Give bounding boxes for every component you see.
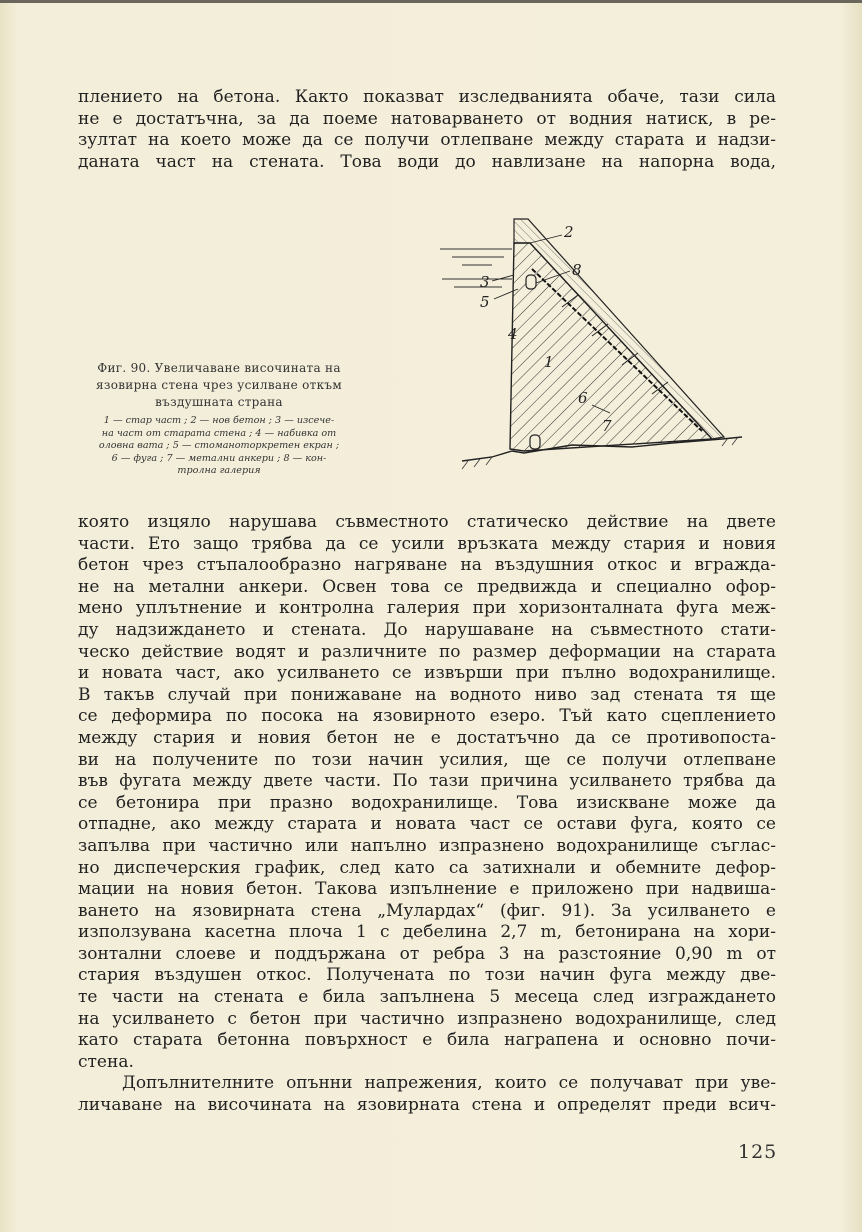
- text-line: ду надзиждането и стената. До нарушаване на съвместното стати-: [78, 619, 776, 640]
- text-line: части. Ето защо трябва да се усили връзката между стария и новия: [78, 533, 776, 554]
- text-line: те части на стената е била запълнена 5 месеца след изграждането: [78, 987, 776, 1008]
- legend-line: на част от старата стена ; 4 — набивка от: [101, 427, 337, 439]
- text-line: но диспечерския график, след като са затихнали и обемните дефор-: [78, 857, 776, 878]
- text-line: В такъв случай при понижаване на водното ниво зад стената тя ще: [78, 684, 776, 705]
- text-line: запълва при частично или напълно изпразнено водохранилище съглас-: [78, 835, 776, 856]
- figure-legend: [44, 415, 394, 478]
- text-line: се деформира по посока на язовирното езеро. Тъй като сцеплението: [78, 706, 776, 727]
- text-line: зонтални слоеве и поддържана от ребра 3 на разстояние 0,90 m от: [78, 943, 776, 964]
- legend-line: 6 — фуга ; 7 — метални анкери ; 8 — кон-: [111, 452, 327, 464]
- text-line: стария въздушен откос. Получената по този начин фуга между две-: [78, 965, 776, 986]
- drain-gallery: [530, 435, 540, 449]
- figure-label: 7: [602, 417, 612, 435]
- text-line: се бетонира при празно водохранилище. Това изискване може да: [78, 792, 776, 813]
- text-line: и новата част, ако усилването се извърши при пълно водохранилище.: [78, 663, 776, 684]
- figure-label: 6: [578, 389, 588, 407]
- figure-label: 5: [480, 293, 490, 311]
- control-gallery: [526, 275, 536, 289]
- caption-title-line: язовирна стена чрез усилване откъм: [95, 378, 342, 392]
- figure-label: 2: [564, 223, 574, 241]
- text-line: стена.: [78, 1051, 134, 1072]
- text-line: която изцяло нарушава съвместното статическо действие на двете: [78, 512, 776, 532]
- text-line: Допълнителните опънни напрежения, които се получават при уве-: [122, 1073, 776, 1093]
- text-line: на усилването с бетон при частично изпразнено водохранилище, след: [78, 1008, 776, 1029]
- caption-title-line: Фиг. 90. Увеличаване височината на: [97, 361, 341, 375]
- text-line: във фугата между двете части. По тази причина усилването трябва да: [78, 771, 776, 792]
- figure-caption: [44, 360, 394, 478]
- text-line: зултат на което може да се получи отлепване между старата и надзи-: [78, 130, 776, 151]
- page-number: 125: [738, 1141, 778, 1163]
- paragraph-main: [78, 512, 776, 1073]
- paragraph-top: [78, 87, 776, 173]
- text-line: даната част на стената. Това води до навлизане на напорна вода,: [78, 151, 776, 172]
- text-line: бетон чрез стъпалообразно нагряване на въздушния откос и вгражда-: [78, 555, 776, 576]
- text-line: отпадне, ако между старата и новата част се остави фуга, която се: [78, 814, 776, 835]
- text-line: между стария и новия бетон не е достатъчно да се противопоста-: [78, 727, 776, 748]
- legend-line: тролна галерия: [177, 465, 261, 477]
- figure-label: 1: [544, 353, 554, 371]
- text-line: не е достатъчна, за да поеме натоварването от водния натиск, в ре-: [78, 108, 776, 129]
- text-line: плението на бетона. Както показват изследванията обаче, тази сила: [78, 87, 776, 107]
- text-line: мации на новия бетон. Такова изпълнение е приложено при надвиша-: [78, 879, 776, 900]
- dam-cross-section-figure: [432, 199, 752, 499]
- caption-title-line: въздушната страна: [155, 395, 283, 409]
- text-line: ването на язовирната стена „Мулардах“ (фиг. 91). За усилването е: [78, 900, 776, 921]
- text-line: ви на получените по този начин усилия, ще се получи отлепване: [78, 749, 776, 770]
- text-line: не на метални анкери. Освен това се предвижда и специално офор-: [78, 576, 776, 597]
- legend-line: 1 — стар част ; 2 — нов бетон ; 3 — изсече-: [103, 415, 335, 426]
- text-line: ческо действие водят и различните по размер деформации на старата: [78, 641, 776, 662]
- dam-cross-section-drawing: [432, 199, 752, 499]
- figure-label: 4: [508, 325, 518, 343]
- figure-label: 8: [572, 261, 582, 279]
- water-level-lines: [440, 249, 512, 287]
- figure-caption-title: [44, 360, 394, 411]
- text-line: като старата бетонна повърхност е била награпена и основно почи-: [78, 1030, 776, 1051]
- text-line: личаване на височината на язовирната стена и определят преди всич-: [78, 1094, 776, 1115]
- text-line: мено уплътнение и контролна галерия при хоризонталната фуга меж-: [78, 598, 776, 619]
- figure-label: 3: [480, 273, 490, 291]
- text-line: използувана касетна плоча 1 с дебелина 2,7 m, бетонирана на хори-: [78, 922, 776, 943]
- legend-line: оловна вата ; 5 — стоманоторкретен екран ;: [98, 440, 340, 452]
- paragraph-last: [78, 1073, 776, 1116]
